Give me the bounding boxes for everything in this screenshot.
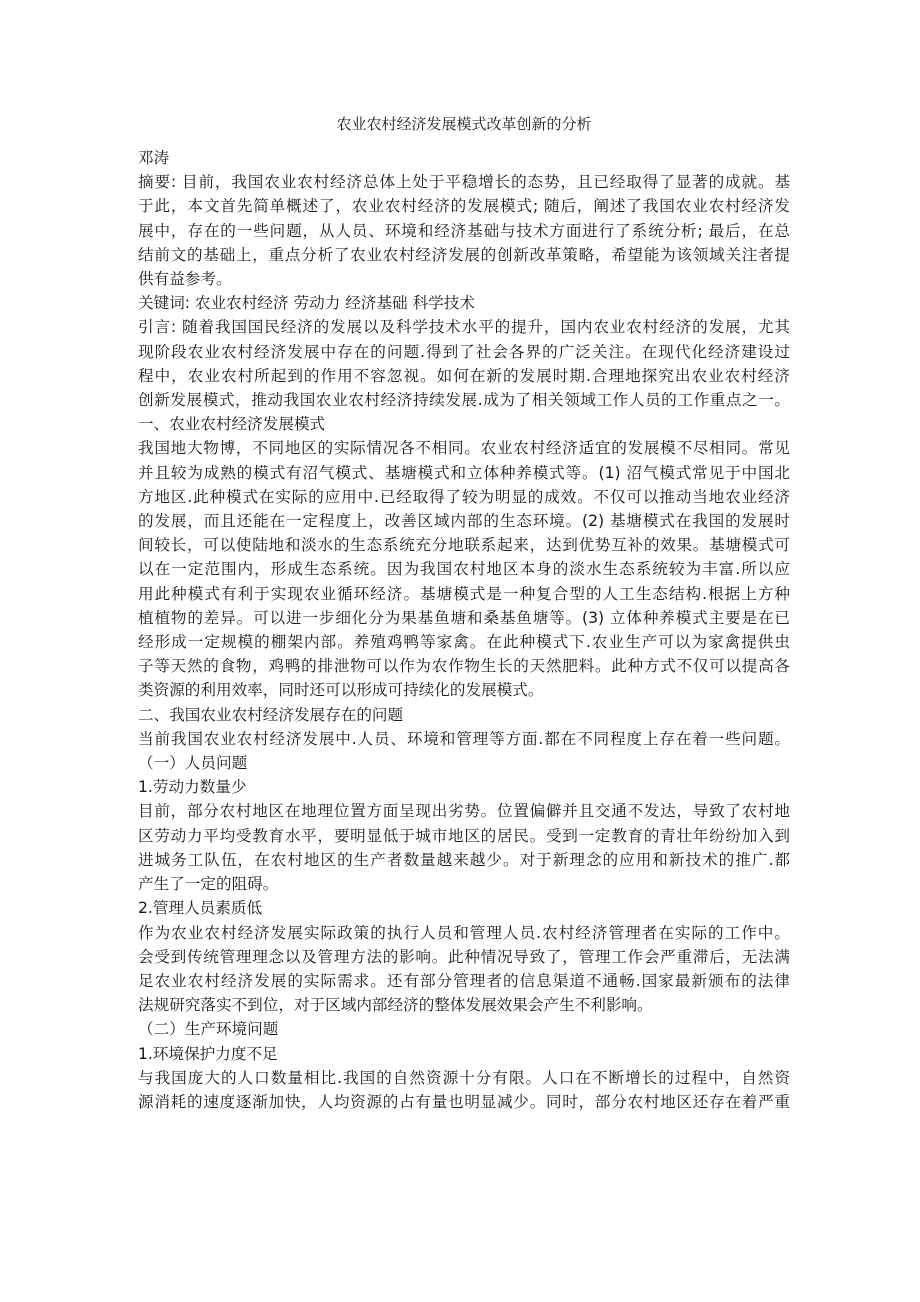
text-line: 足农业农村经济发展的实际需求。还有部分管理者的信息渠道不通畅.国家最新颁布的法律 (138, 971, 790, 990)
text-line: 并且较为成熟的模式有沼气模式、基塘模式和立体种养模式等。(1) 沼气模式常见于中国北 (138, 463, 790, 482)
section-heading: （一）人员问题 (138, 754, 248, 773)
text-line: 植植物的差异。可以进一步细化分为果基鱼塘和桑基鱼塘等。(3) 立体种养模式主要是在已 (138, 608, 790, 627)
text-line: 于此，本文首先简单概述了，农业农村经济的发展模式; 随后，阐述了我国农业农村经济发 (138, 197, 790, 216)
text-line: 供有益参考。 (138, 270, 232, 289)
section-heading: 1.劳动力数量少 (138, 778, 247, 797)
text-line: 方地区.此种模式在实际的应用中.已经取得了较为明显的成效。不仅可以推动当地农业经济 (138, 487, 790, 506)
text-line: 区劳动力平均受教育水平，要明显低于城市地区的居民。受到一定教育的青壮年纷纷加入到 (138, 826, 790, 845)
text-line: 展中，存在的一些问题，从人员、环境和经济基础与技术方面进行了系统分析; 最后，在总 (138, 221, 790, 240)
text-line: 法规研究落实不到位，对于区域内部经济的整体发展效果会产生不利影响。 (138, 996, 653, 1015)
text-line: 引言: 随着我国国民经济的发展以及科学技术水平的提升，国内农业农村经济的发展，尤其 (138, 318, 790, 337)
author-name: 邓涛 (138, 149, 170, 167)
text-line: 结前文的基础上，重点分析了农业农村经济发展的创新改革策略，希望能为该领域关注者提 (138, 245, 790, 264)
text-line: 进城务工队伍，在农村地区的生产者数量越来越少。对于新理念的应用和新技术的推广.都 (138, 850, 790, 869)
text-line: 会受到传统管理理念以及管理方法的影响。此种情况导致了，管理工作会严重滞后，无法满 (138, 947, 790, 966)
text-line: 程中，农业农村所起到的作用不容忽视。如何在新的发展时期.合理地探究出农业农村经济 (138, 366, 790, 385)
document-page (138, 112, 790, 1114)
text-line: 的发展，而且还能在一定程度上，改善区域内部的生态环境。(2) 基塘模式在我国的发展时 (138, 512, 790, 531)
text-line: 经形成一定规模的棚架内部。养殖鸡鸭等家禽。在此种模式下.农业生产可以为家禽提供虫 (138, 633, 790, 652)
text-line: 作为农业农村经济发展实际政策的执行人员和管理人员.农村经济管理者在实际的工作中。 (138, 923, 790, 942)
section-heading: 1.环境保护力度不足 (138, 1044, 278, 1063)
text-line: 子等天然的食物，鸡鸭的排泄物可以作为农作物生长的天然肥料。此种方式不仅可以提高各 (138, 657, 790, 676)
text-line: 目前，部分农村地区在地理位置方面呈现出劣势。位置偏僻并且交通不发达，导致了农村地 (138, 802, 790, 821)
section-heading: 二、我国农业农村经济发展存在的问题 (138, 705, 404, 724)
text-line: 间较长，可以使陆地和淡水的生态系统充分地联系起来，达到优势互补的效果。基塘模式可 (138, 536, 790, 555)
text-line: 与我国庞大的人口数量相比.我国的自然资源十分有限。人口在不断增长的过程中，自然资 (138, 1068, 790, 1087)
document-title: 农业农村经济发展模式改革创新的分析 (336, 115, 592, 133)
text-line: 用此种模式有利于实现农业循环经济。基塘模式是一种复合型的人工生态结构.根据上方种 (138, 584, 790, 603)
text-line: 源消耗的速度逐渐加快，人均资源的占有量也明显减少。同时，部分农村地区还存在着严重 (138, 1092, 790, 1111)
text-line: 创新发展模式，推动我国农业农村经济持续发展.成为了相关领域工作人员的工作重点之一。 (138, 391, 790, 410)
text-line: 以在一定范围内，形成生态系统。因为我国农村地区本身的淡水生态系统较为丰富.所以应 (138, 560, 790, 579)
section-heading: 一、农业农村经济发展模式 (138, 415, 326, 434)
text-line: 摘要: 目前，我国农业农村经济总体上处于平稳增长的态势，且已经取得了显著的成就。基 (138, 173, 790, 192)
text-line: 类资源的利用效率，同时还可以形成可持续化的发展模式。 (138, 681, 544, 700)
section-heading: 2.管理人员素质低 (138, 899, 263, 918)
document-body (138, 146, 790, 1114)
text-line: 现阶段农业农村经济发展中存在的问题.得到了社会各界的广泛关注。在现代化经济建设过 (138, 342, 790, 361)
text-line: 关键词: 农业农村经济 劳动力 经济基础 科学技术 (138, 294, 475, 313)
text-line: 当前我国农业农村经济发展中.人员、环境和管理等方面.都在不同程度上存在着一些问题。 (138, 729, 790, 748)
text-line: 我国地大物博，不同地区的实际情况各不相同。农业农村经济适宜的发展模不尽相同。常见 (138, 439, 790, 458)
text-line: 产生了一定的阻碍。 (138, 875, 279, 894)
section-heading: （二）生产环境问题 (138, 1020, 279, 1039)
